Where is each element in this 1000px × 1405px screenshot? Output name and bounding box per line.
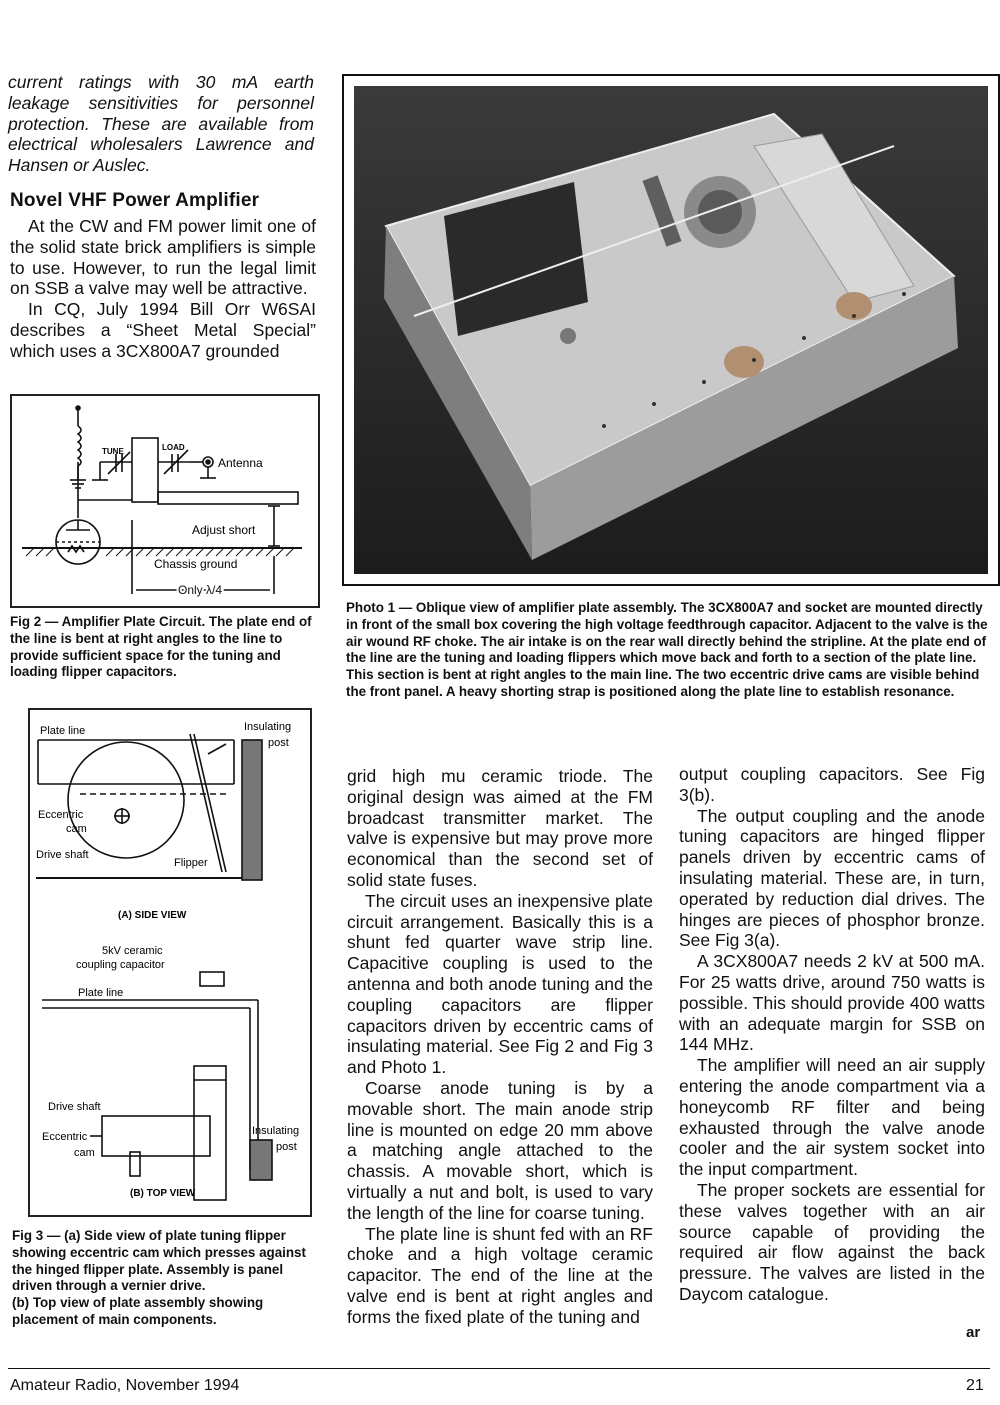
fig-3-caption-a: Fig 3 — (a) Side view of plate tuning flipper showing eccentric cam which presses against the hinged flipper plate. Assembly is panel driven through a vernier drive.: [12, 1228, 306, 1294]
section-heading: Novel VHF Power Amplifier: [10, 190, 260, 211]
column-3-body: [679, 764, 985, 1305]
page-number: 21: [966, 1377, 984, 1394]
fig-2-caption: Fig 2 — Amplifier Plate Circuit. The plate end of the line is bent at right angles to the line to provide sufficient space for the tuning and loading flipper capacitors.: [10, 614, 312, 680]
intro-paragraph: current ratings with 30 mA earth leakage sensitivities for personnel protection. These are available from electrical wholesalers Lawrence and Hansen or Auslec.: [8, 72, 314, 176]
photo-1-image: [354, 86, 988, 574]
flipper-label: Flipper: [174, 857, 208, 869]
post-label: post: [268, 737, 289, 749]
photo-1-frame: [342, 74, 1000, 586]
load-label: LOAD: [162, 443, 185, 452]
paragraph: At the CW and FM power limit one of the solid state brick amplifiers is simple to use. However, to run the legal limit on SSB a valve may well be attractive.: [10, 216, 316, 299]
paragraph: In CQ, July 1994 Bill Orr W6SAI describes a “Sheet Metal Special” which uses a 3CX800A7 grounded: [10, 299, 316, 361]
drive-shaft-label: Drive shaft: [36, 849, 89, 861]
eccentric-b-label: Eccentric: [42, 1131, 88, 1143]
flipper-assembly-diagram: [30, 710, 310, 1215]
drive-shaft-b-label: Drive shaft: [48, 1101, 101, 1113]
plate-line-label: Plate line: [40, 725, 86, 737]
paragraph: A 3CX800A7 needs 2 kV at 500 mA. For 25 watts drive, around 750 watts is possible. This should provide 400 watts with an adequate margin for SSB on 144 MHz.: [679, 951, 985, 1055]
tune-label: TUNE: [102, 447, 124, 456]
lambda-label: Only λ/4: [178, 583, 223, 597]
column-2-body: [347, 766, 653, 1328]
cam-label: cam: [66, 823, 87, 835]
column-1-body: [10, 216, 316, 362]
amplifier-photo-illustration: [354, 86, 988, 574]
ceramic-label-1: 5kV ceramic: [102, 945, 163, 957]
fig-3-caption: [12, 1228, 320, 1329]
adjust-short-label: Adjust short: [192, 523, 256, 537]
end-mark: ar: [966, 1324, 981, 1341]
paragraph: grid high mu ceramic triode. The original design was aimed at the FM broadcast transmitter market. The valve is expensive but may prove more economical than the second set of solid state fuses.: [347, 766, 653, 890]
photo-1-caption: Photo 1 — Oblique view of amplifier plate assembly. The 3CX800A7 and socket are mounted directly in front of the small box covering the high voltage feedthrough capacitor. Adjacent to the valve is the air wound RF choke. The air intake is on the rear wall directly behind the stripline. At the plate end of the line are the tuning and loading flippers which move back and forth to a section of the plate line. This section is bent at right angles to the main line. The two eccentric drive cams are visible behind the front panel. A heavy shorting strap is positioned along the plate line to establish resonance.: [346, 600, 988, 699]
post-b-label: post: [276, 1141, 297, 1153]
paragraph: The amplifier will need an air supply entering the anode compartment via a honeycomb RF filter and being exhausted through the valve anode cooler and the air system socket into the input compartment.: [679, 1055, 985, 1180]
paragraph: The proper sockets are essential for these valves together with an air source capable of providing the required air flow against the back pressure. The valves are listed in the Daycom catalogue.: [679, 1179, 985, 1304]
insulating-b-label: Insulating: [252, 1125, 300, 1137]
antenna-label: Antenna: [218, 456, 263, 470]
ceramic-label-2: coupling capacitor: [76, 959, 165, 971]
paragraph: The output coupling and the anode tuning capacitors are hinged flipper panels driven by eccentric cams of insulating material. These are, in turn, operated by reduction dial drives. The hinges are pieces of phosphor bronze. See Fig 3(a).: [679, 805, 985, 951]
cam-b-label: cam: [74, 1147, 95, 1159]
paragraph: Coarse anode tuning is by a movable short. The main anode strip line is mounted on edge 20 mm above a matching angle attached to the chassis. A movable short, which is virtually a nut and bolt, is used to vary the length of the line for coarse tuning.: [347, 1077, 653, 1223]
chassis-ground-label: Chassis ground: [154, 557, 238, 571]
paragraph: The plate line is shunt fed with an RF choke and a high voltage ceramic capacitor. The end of the line at the valve end is bent at right angles and forms the fixed plate of the tuning and: [347, 1223, 653, 1327]
footer-publication: Amateur Radio, November 1994: [10, 1377, 240, 1394]
footer-rule: [8, 1368, 990, 1369]
plate-line-b-label: Plate line: [78, 987, 124, 999]
paragraph: The circuit uses an inexpensive plate circuit arrangement. Basically this is a shunt fed quarter wave strip line. Capacitive coupling is used to the antenna and both anode tuning and the coupling capacitors are flipper capacitors driven by eccentric cams of insulating material. See Fig 2 and Fig 3 and Photo 1.: [347, 890, 653, 1078]
figure-2: [10, 394, 320, 608]
eccentric-label: Eccentric: [38, 809, 84, 821]
paragraph: output coupling capacitors. See Fig 3(b).: [679, 764, 985, 805]
side-view-label: (A) SIDE VIEW: [118, 910, 187, 921]
fig-3-caption-b: (b) Top view of plate assembly showing placement of main components.: [12, 1295, 264, 1327]
figure-3: [28, 708, 312, 1217]
insulating-label: Insulating: [244, 721, 292, 733]
top-view-label: (B) TOP VIEW: [130, 1188, 196, 1199]
plate-circuit-diagram: [12, 396, 318, 606]
